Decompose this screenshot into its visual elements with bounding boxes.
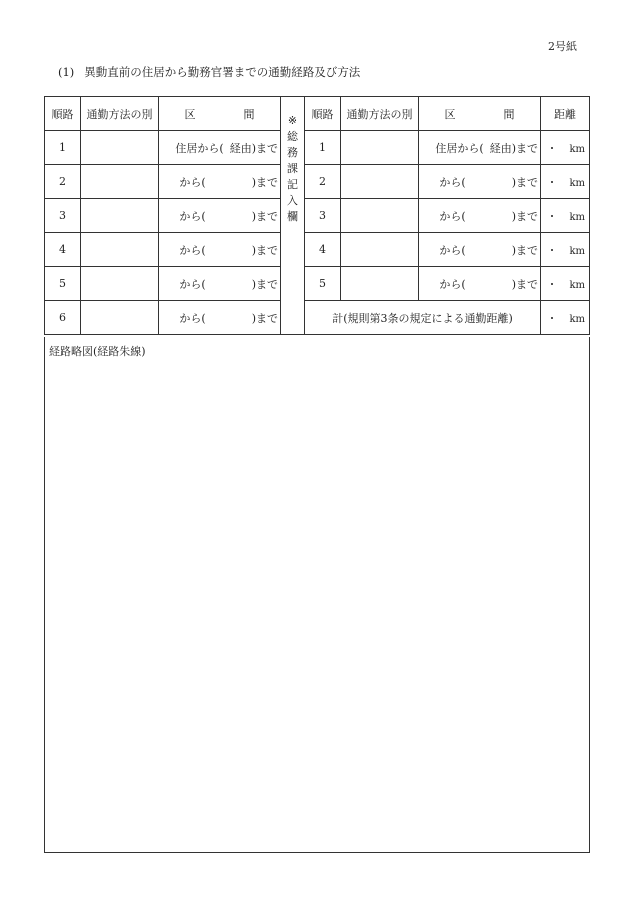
table-row	[45, 165, 590, 199]
distance-cell[interactable]	[541, 199, 590, 233]
admin-label-char: 記	[287, 178, 298, 191]
header-section-left-char1: 区	[184, 107, 196, 121]
section-via: 経由)まで	[489, 141, 538, 155]
section-from: から(	[179, 243, 206, 257]
table-row	[45, 131, 590, 165]
header-section-right-char2: 間	[503, 107, 515, 121]
distance-unit: km	[569, 279, 585, 291]
right-order-cell: 1	[305, 131, 341, 165]
distance-unit: km	[569, 143, 585, 155]
distance-unit: km	[569, 211, 585, 223]
distance-cell[interactable]	[541, 165, 590, 199]
distance-unit: km	[569, 313, 585, 325]
left-order-cell: 3	[45, 199, 81, 233]
left-order-cell: 1	[45, 131, 81, 165]
section-from: から(	[179, 209, 206, 223]
left-method-input[interactable]	[81, 165, 159, 199]
table-row	[45, 267, 590, 301]
left-method-input[interactable]	[81, 233, 159, 267]
left-method-input[interactable]	[81, 267, 159, 301]
left-section-cell[interactable]	[159, 131, 281, 165]
right-method-input[interactable]	[341, 199, 419, 233]
header-order-right: 順路	[305, 97, 341, 131]
header-distance: 距離	[541, 97, 590, 131]
route-map-area[interactable]	[44, 337, 590, 853]
distance-dot: ・	[546, 311, 558, 325]
distance-dot: ・	[546, 243, 558, 257]
right-section-cell[interactable]	[419, 267, 541, 301]
section-from: から(	[439, 175, 466, 189]
section-via: )まで	[251, 311, 278, 325]
section-from: から(	[439, 277, 466, 291]
admin-label-char: 欄	[287, 210, 298, 223]
left-section-cell[interactable]	[159, 165, 281, 199]
section-from: 住居から(	[175, 141, 224, 155]
section-via: )まで	[511, 175, 538, 189]
admin-label-char: 務	[287, 146, 298, 159]
table-row	[45, 199, 590, 233]
distance-unit: km	[569, 177, 585, 189]
section-heading	[58, 64, 360, 80]
header-section-right	[419, 97, 541, 131]
distance-unit: km	[569, 245, 585, 257]
right-section-cell[interactable]	[419, 131, 541, 165]
right-method-input[interactable]	[341, 267, 419, 301]
section-via: )まで	[511, 243, 538, 257]
right-order-cell: 2	[305, 165, 341, 199]
admin-label-char: 総	[287, 130, 298, 143]
section-from: から(	[179, 277, 206, 291]
right-order-cell: 4	[305, 233, 341, 267]
header-method-left: 通勤方法の別	[81, 97, 159, 131]
heading-text: 異動直前の住居から勤務官署までの通勤経路及び方法	[84, 65, 361, 79]
right-method-input[interactable]	[341, 131, 419, 165]
left-order-cell: 6	[45, 301, 81, 335]
section-via: 経由)まで	[229, 141, 278, 155]
distance-dot: ・	[546, 277, 558, 291]
right-order-cell: 5	[305, 267, 341, 301]
table-row	[45, 301, 590, 335]
table-row	[45, 233, 590, 267]
form-number: 2号紙	[548, 40, 577, 53]
left-method-input[interactable]	[81, 199, 159, 233]
distance-dot: ・	[546, 209, 558, 223]
admin-label-char: ※	[287, 114, 298, 127]
right-section-cell[interactable]	[419, 233, 541, 267]
section-from: 住居から(	[435, 141, 484, 155]
section-via: )まで	[511, 277, 538, 291]
route-map-label: 経路略図(経路朱線)	[49, 345, 146, 358]
left-section-cell[interactable]	[159, 267, 281, 301]
distance-dot: ・	[546, 175, 558, 189]
header-order-left: 順路	[45, 97, 81, 131]
right-order-cell: 3	[305, 199, 341, 233]
section-via: )まで	[251, 243, 278, 257]
header-method-right: 通勤方法の別	[341, 97, 419, 131]
distance-cell[interactable]	[541, 131, 590, 165]
section-via: )まで	[251, 175, 278, 189]
section-via: )まで	[511, 209, 538, 223]
route-table	[44, 96, 590, 335]
distance-cell[interactable]	[541, 233, 590, 267]
admin-label-char: 課	[287, 162, 298, 175]
left-method-input[interactable]	[81, 131, 159, 165]
heading-number: (1)	[58, 65, 75, 79]
admin-label-char: 入	[287, 194, 298, 207]
left-order-cell: 4	[45, 233, 81, 267]
left-order-cell: 5	[45, 267, 81, 301]
left-section-cell[interactable]	[159, 233, 281, 267]
header-section-left-char2: 間	[243, 107, 255, 121]
section-from: から(	[439, 243, 466, 257]
section-via: )まで	[251, 209, 278, 223]
section-from: から(	[439, 209, 466, 223]
left-method-input[interactable]	[81, 301, 159, 335]
section-from: から(	[179, 311, 206, 325]
section-from: から(	[179, 175, 206, 189]
distance-dot: ・	[546, 141, 558, 155]
right-section-cell[interactable]	[419, 165, 541, 199]
section-via: )まで	[251, 277, 278, 291]
right-section-cell[interactable]	[419, 199, 541, 233]
left-order-cell: 2	[45, 165, 81, 199]
distance-cell[interactable]	[541, 267, 590, 301]
header-section-left	[159, 97, 281, 131]
left-section-cell[interactable]	[159, 199, 281, 233]
admin-use-column	[281, 97, 305, 335]
right-method-input[interactable]	[341, 233, 419, 267]
table-header-row	[45, 97, 590, 131]
right-method-input[interactable]	[341, 165, 419, 199]
left-section-cell[interactable]	[159, 301, 281, 335]
total-distance-cell[interactable]	[541, 301, 590, 335]
header-section-right-char1: 区	[444, 107, 456, 121]
total-label-cell: 計(規則第3条の規定による通勤距離)	[305, 301, 541, 335]
